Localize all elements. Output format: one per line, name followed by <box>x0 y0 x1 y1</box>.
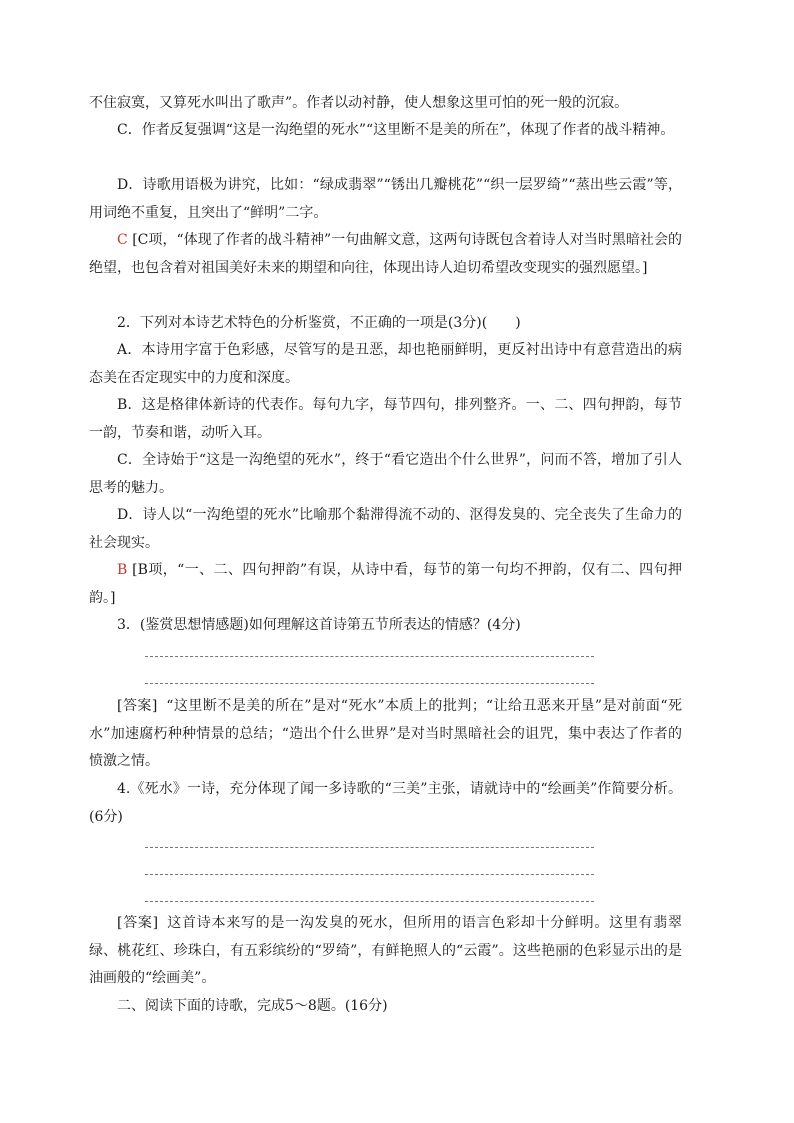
option-d-q1: D．诗歌用语极为讲究，比如：“绿成翡翠”“锈出几瓣桃花”“织一层罗绮”“蒸出些云霞”等，用词绝不重复，且突出了“鲜明”二字。 <box>89 177 682 221</box>
answer-line <box>145 874 594 875</box>
question-3: 3．(鉴赏思想情感题)如何理解这首诗第五节所表达的情感？(4分) <box>117 617 521 633</box>
answer-line <box>145 656 594 657</box>
question-4: 4.《死水》一诗，充分体现了闻一多诗歌的“三美”主张，请就诗中的“绘画美”作简要分析。(6分) <box>89 781 682 825</box>
answer-line <box>145 683 594 684</box>
answer-q3: [答案] “这里断不是美的所在”是对“死水”本质上的批判；“让给丑恶来开垦”是对前面“死水”加速腐朽种种情景的总结；“造出个什么世界”是对当时黑暗社会的诅咒，集中表达了作者的愤激之情。 <box>89 698 682 769</box>
option-a-q2: A．本诗用字富于色彩感，尽管写的是丑恶，却也艳丽鲜明，更反衬出诗中有意营造出的病态美在否定现实中的力度和深度。 <box>89 342 682 386</box>
answer-q2: B [B项，“一、二、四句押韵”有误，从诗中看，每节的第一句均不押韵，仅有二、四句押韵。] <box>89 562 683 606</box>
answer-tag: [答案] <box>117 915 159 931</box>
answer-q1: C [C项，“体现了作者的战斗精神”一句曲解文意，这两句诗既包含着诗人对当时黑暗社会的绝望，也包含着对祖国美好未来的期望和向往，体现出诗人迫切希望改变现实的强烈愿望。] <box>89 232 682 276</box>
section-2-heading: 二、阅读下面的诗歌，完成5～8题。(16分) <box>117 998 388 1014</box>
option-c-q2: C．全诗始于“这是一沟绝望的死水”，终于“看它造出个什么世界”，问而不答，增加了引人思考的魅力。 <box>89 452 682 496</box>
option-d-q2: D．诗人以“一沟绝望的死水”比喻那个黏滞得流不动的、沤得发臭的、完全丧失了生命力的社会现实。 <box>89 507 682 551</box>
paragraph-continuation: 不住寂寞，又算死水叫出了歌声”。作者以动衬静，使人想象这里可怕的死一般的沉寂。 <box>89 95 629 111</box>
answer-tag: [答案] <box>117 698 158 714</box>
option-c-q1: C．作者反复强调“这是一沟绝望的死水”“这里断不是美的所在”，体现了作者的战斗精神。 <box>117 122 675 138</box>
answer-line <box>145 847 594 848</box>
question-2: 2．下列对本诗艺术特色的分析鉴赏，不正确的一项是(3分)( ) <box>117 315 521 331</box>
option-b-q2: B．这是格律体新诗的代表作。每句九字，每节四句，排列整齐。一、二、四句押韵，每节一韵，节奏和谐，动听入耳。 <box>89 397 682 441</box>
answer-line <box>145 901 594 902</box>
answer-letter: B <box>117 562 128 578</box>
answer-letter: C <box>117 232 128 248</box>
answer-q4: [答案] 这首诗本来写的是一沟发臭的死水，但所用的语言色彩却十分鲜明。这里有翡翠绿、桃花红、珍珠白，有五彩缤纷的“罗绮”，有鲜艳照人的“云霞”。这些艳丽的色彩显示出的是油画般的“绘画美”。 <box>89 915 682 986</box>
